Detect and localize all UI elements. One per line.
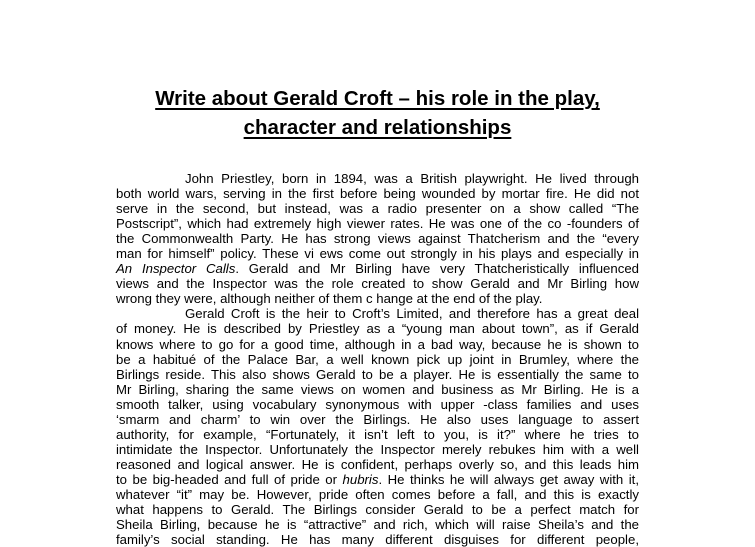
text-line: authority, for example, “Fortunately, it isn’t left to you, is it?” where he tries to [116,426,639,442]
document-title-line-1: Write about Gerald Croft – his role in the play, [155,87,600,110]
text-line: the Commonwealth Party. He has strong views against Thatcherism and the “every [116,231,639,247]
text-line: intimidate the Inspector. Unfortunately the Inspector merely rebukes him with a well [116,441,639,457]
hubris-italic: hubris [342,471,379,487]
text-line: Postscript”, which had extremely high viewer rates. He was one of the co -founders of [116,216,639,232]
text-line: John Priestley, born in 1894, was a British playwright. He lived through [185,171,639,186]
text-line: reasoned and logical answer. He is confident, perhaps overly so, and this leads him [116,456,639,472]
text-line [116,261,639,276]
text-line: of money. He is described by Priestley as a “young man about town”, as if Gerald [116,321,639,337]
text-line: Mr Birling, sharing the same views on women and business as Mr Birling. He is a [116,381,639,397]
text-line: what happens to Gerald. The Birlings consider Gerald to be a perfect match for [116,502,639,518]
text-line: man for himself” policy. These vi ews come out strongly in his plays and especially in [116,246,639,262]
text-segment: to be big-headed and full of pride or [116,471,343,487]
text-line [116,472,639,487]
text-line: wrong they were, although neither of them c hange at the end of the play. [116,291,543,307]
text-line: whatever “it” may be. However, pride often comes before a fall, and this is exactly [116,486,639,502]
document-title-line-2: character and relationships [243,116,512,139]
text-line: family’s social standing. He has many different disguises for different people, [116,532,639,547]
text-segment: . Gerald and Mr Birling have very Thatcheristically influenced [235,261,639,277]
text-line: Birlings reside. This also shows Gerald to be a player. He is essentially the same to [116,366,639,382]
text-line: both world wars, serving in the first before being wounded by mortar fire. He did not [116,186,639,202]
text-line: ‘smarm and charm’ to win over the Birlings. He also uses language to assert [116,411,639,427]
play-title-italic: An Inspector Calls [116,261,236,277]
text-line: Sheila Birling, because he is “attractive” and rich, which will raise Sheila’s and the [116,517,639,533]
text-line: Gerald Croft is the heir to Croft’s Limited, and therefore has a great deal [185,306,639,322]
essay-body [116,171,639,547]
text-segment: . [378,471,388,487]
text-line: smooth talker, using vocabulary synonymous with upper -class families and uses [116,396,639,412]
text-line: views and the Inspector was the role created to show Gerald and Mr Birling how [116,276,639,292]
text-line: be a habitué of the Palace Bar, a well known pick up joint in Brumley, where the [116,351,639,367]
text-line: knows where to go for a good time, although in a bad way, because he is shown to [116,336,639,352]
text-line: serve in the second, but instead, was a radio presenter on a show called “The [116,201,639,217]
text-segment: He thinks he will always get away with it, [387,471,640,487]
